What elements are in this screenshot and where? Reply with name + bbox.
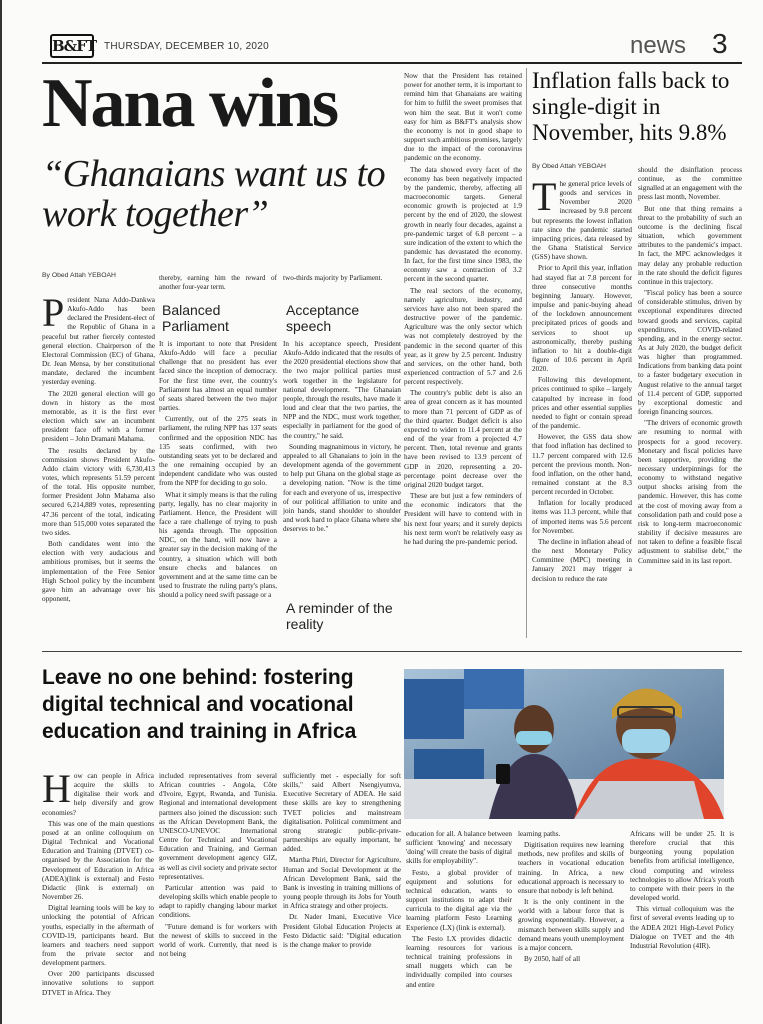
side-col1-para: Following this development, prices continued to spike – largely catapulted by increase in food prices and other essential supplies needed to fight or contain spread of the pandemic. <box>532 376 632 431</box>
lead-col1-para: The results declared by the commission shows President Akufo-Addo claim victory with 6,730,413 votes, which represents 51.59 percent of the total. His opposite number, former President John Mahama also secured 6,214,889 votes, representing 47.36 percent of the total, indicating more than 515,000 votes separated the two sides. <box>42 446 155 537</box>
second-col2-para: included representatives from several African countries - Angola, Côte d'Ivoire, Egypt, Rwanda, and Tunisia. Regional and international development partners also joined the discussion: such as the African Development Bank, the UNESCO-UNEVOC International Centre for Technical and Vocational Education and Training, and German government development agency GIZ, as well as civil society and private sector representatives. <box>159 772 277 881</box>
second-col6-para: This virtual colloquium was the first of several events leading up to the ADEA 2021 High-Level Policy Dialogue on TVET and the 4th Industrial Revolution (4IR). <box>630 905 734 950</box>
second-story-headline: Leave no one behind: fostering digital technical and vocational education and training in Africa <box>42 666 357 743</box>
second-column-6 <box>630 830 734 1020</box>
lead-col3-para: In his acceptance speech, President Akufo-Addo indicated that the results of the 2020 presidential elections show that the two major political parties must work together in the legislature for national development. "The Ghanaian people, through the results, have made it loud and clear that the two parties, the NPP and the NDC, must work together, especially in parliament for the good of the country," he said. <box>283 340 401 440</box>
side-byline: By Obed Attah YEBOAH <box>532 163 606 170</box>
side-col2-para: "The drivers of economic growth are resuming to normal with prospects for a good recovery. Monetary and fiscal policies have been supportive, providing the necessary underpinnings for the economy to withstand negative output shocks arising from the pandemic. However, this has come at the cost of moving away from a consolidation path and could pose a risk to long-term macroeconomic stability if decisive measures are not taken to define a feasible fiscal adjustment to stabilise debt," the Committee said in its last report. <box>638 419 742 565</box>
side-col2-para: But one that thing remains a threat to the probability of such an outcome is the declining fiscal situation, which government attributes to the pandemic's impact. In fact, the MPC acknowledges it may delay any probable reduction in the rate should the deficit figures continue in this trajectory. <box>638 204 742 286</box>
students-with-masks-image <box>404 669 724 819</box>
second-col1-para: Over 200 participants discussed innovative solutions to support DTVET in Africa. They <box>42 970 154 997</box>
lead-col2-lead: thereby, earning him the reward of another four-year term. <box>159 274 277 292</box>
classroom-photo <box>404 669 724 819</box>
lead-col2-para: Currently, out of the 275 seats in parliament, the ruling NPP has 137 seats confirmed and the opposition NDC has 135 seats confirmed, with two outstanding seats yet to be declared and the one remaining occupied by an independent candidate who was ousted from the NPP for deciding to go solo. <box>159 415 277 488</box>
side-column-1 <box>532 180 632 638</box>
second-col3-para: Martha Phiri, Director for Agriculture, Human and Social Development at the African Development Bank, said the Bank is investing in training millions of young people through its Jobs for Youth in Africa strategy and other projects. <box>283 856 401 911</box>
lead-col4-para: Now that the President has retained power for another term, it is important to remind him that Ghanaians are waiting for him to fulfil the sweet promises that won him the seat. But it won't come easy for him as B&FT's analysis show the economy is not in good shape to support such ambitious promises, largely due to the impact of the coronavirus pandemic on the economy. <box>404 72 522 163</box>
lead-col4-para: The data showed every facet of the economy has been negatively impacted by the pandemic, thereby, affecting all macroeconomic targets. General economic growth is projected at 1.9 percent by the end of 2020, the slowest growth in nearly four decades, against a pre-pandemic target of 6.8 percent – a sure indication of the extent to which the pandemic has devastated the economy. In fact, for the first time since 1983, the economy saw a contraction of 3.2 percent in the second quarter. <box>404 165 522 284</box>
second-col2-para: Particular attention was paid to developing skills which enable people to adapt to rapidly changing labour market conditions. <box>159 883 277 920</box>
second-col4-para: education for all. A balance between sufficient 'knowing' and necessary 'doing' will create the basis of digital skills for employability". <box>406 830 512 866</box>
second-col4-para: Festo, a global provider of equipment and solutions for technical education, wants to support institutions to adapt their curricula to the digital age via the learning platform Festo Learning Experience (LX) (link is external). <box>406 868 512 932</box>
masthead-rule <box>42 62 742 64</box>
subhead-acceptance-speech: Acceptance speech <box>286 302 360 334</box>
lead-col4-para: The country's public debt is also an area of great concern as it has mounted to more than 71 percent of GDP as of the third quarter. Budget deficit is also expected to widen to 11.4 percent at the end of the year from a projected 4.7 percent. Then, total revenue and grants have been revised to 13.9 percent of GDP in 2020, representing a 20-percentage point decrease over the original 2020 budget target. <box>404 389 522 489</box>
lead-col1-para: President Nana Addo-Dankwa Akufo-Addo has been declared the President-elect of the Republic of Ghana in a peaceful but rather fiercely contested general election. Chairperson of the Electoral Commission (EC) of Ghana, Dr. Jean Mensa, by her constitutional mandate, declared the incumbent yesterday evening. <box>42 296 155 387</box>
column-divider <box>526 68 527 638</box>
side-col1-para: Inflation for locally produced items was 11.3 percent, while that of imported items was 5.6 percent for November. <box>532 499 632 535</box>
second-col5-para: Digitisation requires new learning methods, new profiles and skills of teachers in vocational education training. In Africa, a new educational approach is necessary to ensure that nobody is left behind. <box>518 841 624 895</box>
side-col1-para: The general price levels of goods and services in November 2020 increased by 9.8 percent but represents the lowest inflation rate since the pandemic started impacting prices, data released by the Ghana Statistical Service (GSS) have shown. <box>532 180 632 262</box>
lead-col1-para: The 2020 general election will go down in history as the most memorable, as it is the first ever election which saw an incumbent president face off with a former president – John Dramani Mahama. <box>42 389 155 444</box>
lead-col3-para: Sounding magnanimous in victory, he appealed to all Ghanaians to join in the development agenda of the government to help put Ghana on the global stage as a developing nation. "Now is the time for each and everyone of us, irrespective of our political affiliation to unite and join hands, stand shoulder to shoulder and work hard to place Ghana where she deserves to be." <box>283 442 401 534</box>
lead-col2-para: What it simply means is that the ruling party, legally, has no clear majority in Parliament. Hence, the President will face a rare challenge of trying to push his agenda through. The opposition NDC, on the hand, will now have a greater say in the decision making of the country, a situation which will both ensure checks and balances on government and at the same time can be used to frustrate the ruling party's plans, should a policy need swift passage or a <box>159 490 277 600</box>
lead-headline: Nana wins <box>42 65 338 142</box>
drop-cap: T <box>532 180 557 219</box>
second-column-3 <box>283 772 401 1020</box>
second-column-2 <box>159 772 277 1020</box>
issue-date: THURSDAY, DECEMBER 10, 2020 <box>104 41 270 52</box>
lead-byline: By Obed Attah YEBOAH <box>42 272 116 279</box>
lead-column-3 <box>283 340 401 572</box>
subhead-reminder: A reminder of the reality <box>286 600 393 632</box>
second-col6-para: Africans will be under 25. It is therefore crucial that this burgeoning young population benefits from artificial intelligence, cloud computing and wireless technologies to allow Africa's youth to compete with their peers in the developed world. <box>630 830 734 903</box>
second-column-5 <box>518 830 624 1020</box>
lead-column-1 <box>42 296 155 638</box>
second-col5-para: It is the only continent in the world with a labour force that is growing exponentially. However, a mismatch between skills supply and demand means youth unemployment is a major concern. <box>518 898 624 952</box>
section-label: news <box>630 32 687 59</box>
lead-col2-para: It is important to note that President Akufo-Addo will face a peculiar challenge that no president has ever faced since the inception of democracy. For the first time ever, the country's Parliament has almost an equal number of seats shared between the two major parties. <box>159 340 277 413</box>
subhead-balanced-parliament: Balanced Parliament <box>162 302 229 334</box>
side-col1-para: However, the GSS data show that food inflation has declined to 11.7 percent compared with 12.6 percent the previous month. Non-food inflation, on the other hand, remained constant at the 8.3 percent recorded in October. <box>532 433 632 497</box>
side-col2-para: "Fiscal policy has been a source of considerable stimulus, driven by exceptional expenditures directed toward goods and services, capital expenditures, COVID-related spending, and in the energy sector. As at July 2020, the budget deficit was higher than programmed. Indications from banking data point to a faster budgetary execution in August relative to the annual target of 11.4 percent of GDP, supported by exceptional domestic and foreign financing sources. <box>638 289 742 417</box>
bft-logo: B&FT <box>50 34 94 58</box>
second-col5-para: learning paths. <box>518 830 561 838</box>
lead-col1-para: Both candidates went into the election with very audacious and ambitious promises, but it seems the implementation of the Free Senior High School policy by the incumbent gave him an advantage over his opponent, <box>42 540 155 603</box>
side-column-2 <box>638 166 742 638</box>
side-col1-para: Prior to April this year, inflation had stayed flat at 7.8 percent for three consecutive months beginning January. However, impulse and panic-buying ahead of the lockdown announcement precipitated prices of goods and services to shoot up astronomically, thereby pushing inflation to hit a double-digit figure of 10.6 percent in April 2020. <box>532 264 632 374</box>
drop-cap: H <box>42 772 71 811</box>
lead-col3-lead: two-thirds majority by Parliament. <box>283 274 383 282</box>
page-number: 3 <box>712 28 728 59</box>
second-col3-para: Dr. Nader Imani, Executive Vice President Global Education Projects at Festo Didactic said: "Digital education is the change maker to provide <box>283 913 401 949</box>
second-column-1 <box>42 772 154 1020</box>
drop-cap: P <box>42 296 65 335</box>
second-col5-para: By 2050, half of all <box>524 955 581 964</box>
second-col3-para: sufficiently met - especially for soft skills," said Albert Nsengiyumva, Executive Secretary of ADEA. He said these skills are key to strengthening TVET policies and mainstream digitalisation. Political commitment and strong strategic public-private-partnerships are equally important, he added. <box>283 772 401 854</box>
lead-subheadline: “Ghanaians want us to work together” <box>42 153 386 235</box>
second-col2-para: "Future demand is for workers with the newest of skills to succeed in the world of work. Currently, that need is not being <box>159 922 277 958</box>
side-col2-para: should the disinflation process continue, as the committee signalled at an engagement with the press last month, November. <box>638 166 742 202</box>
second-col4-para: The Festo LX provides didactic learning resources for various technical training professions in small nuggets which can be individually compiled into courses and entire <box>406 934 512 989</box>
lead-col4-para: The real sectors of the economy, namely agriculture, industry, and services have also not been spared the destructive power of the pandemic. Agriculture was the only sector which was not completely destroyed by the pandemic in the second quarter of this year, as it grew by 2.5 percent. Industry and services, on the other hand, both experienced contraction of 5.7 and 2.6 percent respectively. <box>404 286 522 387</box>
lead-column-4 <box>404 72 522 638</box>
side-col1-para: The decline in inflation ahead of the next Monetary Policy Committee (MPC) meeting in January 2021 may trigger a decision to reduce the rate <box>532 537 632 583</box>
second-col1-para: This was one of the main questions posed at an online colloquium on Digital Technical and Vocational Education and Training (DTVET) co-organised by the Association for the Development of Education in Africa (ADEA)(link is external) and Festo Didactic (link is external) on November 26. <box>42 819 154 902</box>
second-col1-para: How can people in Africa acquire the skills to digitalise their work and help diversify and grow economies? <box>42 772 154 817</box>
story-separator <box>42 651 742 652</box>
lead-column-2 <box>159 340 277 638</box>
second-column-4 <box>406 830 512 1020</box>
lead-col4-para: These are but just a few reminders of the economic indicators that the President will have to contend with in his next four years; and it surely depicts his next term won't be relatively easy as he had during the pre-pandemic period. <box>404 492 522 546</box>
masthead <box>42 28 742 62</box>
second-col1-para: Digital learning tools will be key to unlocking the potential of African youths, especially in the aftermath of COVID-19, participants heard. But learners and teachers need support from the private sector and development partners. <box>42 904 154 968</box>
side-headline: Inflation falls back to single-digit in November, hits 9.8% <box>532 68 730 145</box>
